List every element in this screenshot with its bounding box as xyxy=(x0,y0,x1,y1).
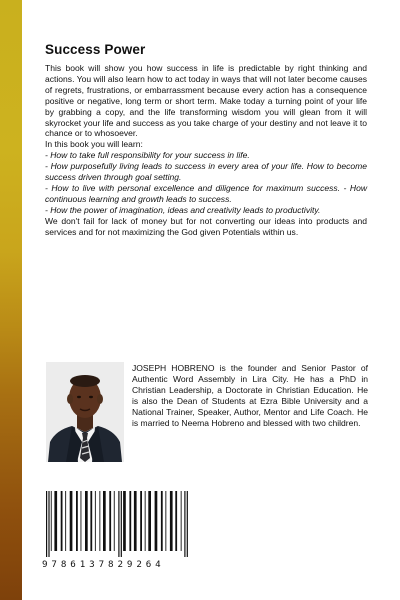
barcode-bar xyxy=(103,491,106,551)
back-cover-text xyxy=(45,42,367,238)
learn-point: - How to take full responsibility for your success in life. xyxy=(45,150,250,161)
author-portrait-icon xyxy=(46,362,124,462)
barcode-bars xyxy=(44,491,196,559)
barcode-bar xyxy=(81,491,82,551)
barcode-bar xyxy=(48,491,49,557)
barcode-bar xyxy=(155,491,158,551)
author-photo xyxy=(46,362,124,462)
isbn-number: 9786137829264 xyxy=(42,559,165,570)
barcode-bar xyxy=(148,491,151,551)
barcode-bar xyxy=(187,491,188,557)
barcode-bar xyxy=(121,491,122,557)
barcode-bar xyxy=(161,491,163,551)
barcode-bar xyxy=(184,491,185,557)
spine-stripe xyxy=(0,0,22,600)
closing-paragraph: We don't fail for lack of money but for not converting our ideas into products and services and for not maximizing the God given Potentials within us. xyxy=(45,215,367,237)
barcode xyxy=(40,489,200,571)
barcode-bar xyxy=(140,491,142,551)
barcode-bar xyxy=(134,491,137,551)
learn-heading: In this book you will learn: xyxy=(45,139,143,150)
barcode-bar xyxy=(114,491,115,551)
book-description: This book will show you how success in life is predictable by right thinking and actions. You will also learn how to act today in ways that will not later become causes of regrets, frustrations, or embarrassment because every action has a consequence positive or negative, long term or short term. Make today a turning point of your life by grabbing a copy, and the life transforming wisdom you will glean from it will skyrocket your life and success as you take charge of your destiny and not leave it to chance or to whosoever. xyxy=(45,63,367,139)
learn-point: - How the power of imagination, ideas and creativity leads to productivity. xyxy=(45,204,321,215)
barcode-bar xyxy=(129,491,131,551)
barcode-bar xyxy=(165,491,166,551)
barcode-bar xyxy=(175,491,177,551)
barcode-bar xyxy=(51,491,52,551)
book-title: Success Power xyxy=(45,42,146,57)
learn-point: - How to live with personal excellence and diligence for maximum success. - How continuous learning and growth leads to success. xyxy=(45,182,367,204)
barcode-bar xyxy=(109,491,111,551)
barcode-bar xyxy=(54,491,57,551)
barcode-bar xyxy=(85,491,88,551)
barcode-bar xyxy=(76,491,78,551)
barcode-bar xyxy=(99,491,100,551)
barcode-bar xyxy=(46,491,47,557)
barcode-bar xyxy=(181,491,182,551)
barcode-bar xyxy=(95,491,96,551)
learn-list xyxy=(45,150,367,215)
learn-point: - How purposefully living leads to success in every area of your life. How to become success driven through goal setting. xyxy=(45,161,367,183)
barcode-bar xyxy=(90,491,92,551)
barcode-bar xyxy=(70,491,73,551)
barcode-bar xyxy=(118,491,119,557)
barcode-bar xyxy=(61,491,63,551)
barcode-bar xyxy=(145,491,146,551)
author-bio-block xyxy=(132,363,368,428)
barcode-bar xyxy=(65,491,66,551)
barcode-bar xyxy=(123,491,126,551)
barcode-bar xyxy=(170,491,173,551)
author-bio: JOSEPH HOBRENO is the founder and Senior Pastor of Authentic Word Assembly in Lira City. He has a PhD in Christian Leadership, a Doctorate in Christian Education. He is also the Dean of Students at Ezra Bible University and a National Trainer, Speaker, Author, Mentor and Life Coach. He is married to Neema Hobreno and blessed with two children. xyxy=(132,363,368,428)
